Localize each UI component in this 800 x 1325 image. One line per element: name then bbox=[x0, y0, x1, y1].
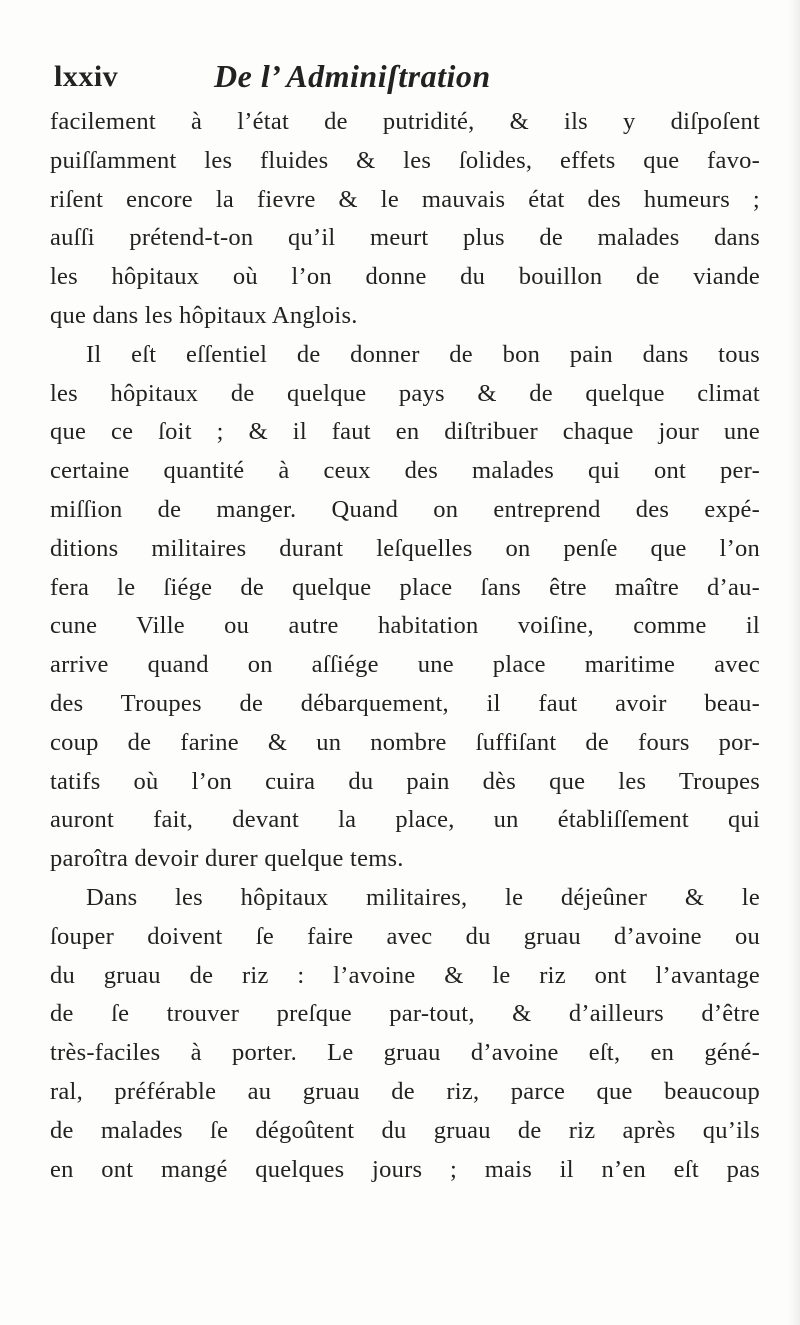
body-text bbox=[50, 103, 760, 1189]
text-line: riſent encore la fievre & le mauvais état des humeurs ; bbox=[50, 185, 760, 213]
text-line: ral, préférable au gruau de riz, parce que beaucoup bbox=[50, 1077, 760, 1105]
text-line: cune Ville ou autre habitation voiſine, comme il bbox=[50, 612, 760, 640]
text-line: des Troupes de débarquement, il faut avoir beau- bbox=[50, 689, 760, 717]
page-edge-shadow bbox=[788, 0, 800, 1325]
text-line: facilement à l’état de putridité, & ils y diſpoſent bbox=[50, 108, 760, 135]
text-line: coup de farine & un nombre ſuffiſant de fours por- bbox=[50, 728, 760, 756]
text-line: paroîtra devoir durer quelque tems. bbox=[50, 845, 404, 873]
text-line: fera le ſiége de quelque place ſans être maître d’au- bbox=[50, 573, 760, 601]
running-title: De l’ Adminiſtration bbox=[214, 58, 491, 94]
text-line: du gruau de riz : l’avoine & le riz ont l’avantage bbox=[50, 961, 760, 989]
text-line: tatifs où l’on cuira du pain dès que les Troupes bbox=[50, 767, 760, 795]
text-line: ſouper doivent ſe faire avec du gruau d’avoine ou bbox=[50, 922, 760, 950]
text-line: de ſe trouver preſque par-tout, & d’ailleurs d’être bbox=[50, 1000, 760, 1028]
text-line: ditions militaires durant leſquelles on penſe que l’on bbox=[50, 534, 760, 562]
text-line: les hôpitaux de quelque pays & de quelque climat bbox=[50, 379, 760, 407]
text-line: très-faciles à porter. Le gruau d’avoine eſt, en géné- bbox=[50, 1039, 760, 1067]
text-line: de malades ſe dégoûtent du gruau de riz après qu’ils bbox=[50, 1116, 760, 1144]
text-line: miſſion de manger. Quand on entreprend des expé- bbox=[50, 495, 760, 523]
text-line: auront fait, devant la place, un établiſſement qui bbox=[50, 806, 760, 834]
paragraph-start-line: Il eſt eſſentiel de donner de bon pain dans tous bbox=[86, 340, 760, 368]
text-line: que ce ſoit ; & il faut en diſtribuer chaque jour une bbox=[50, 418, 760, 446]
text-line: certaine quantité à ceux des malades qui ont per- bbox=[50, 457, 760, 485]
text-line: arrive quand on aſſiége une place maritime avec bbox=[50, 651, 760, 679]
page-number: lxxiv bbox=[54, 60, 119, 93]
text-line: en ont mangé quelques jours ; mais il n’en eſt pas bbox=[50, 1155, 760, 1183]
text-line: auſſi prétend-t-on qu’il meurt plus de malades dans bbox=[50, 224, 760, 252]
text-line: puiſſamment les fluides & les ſolides, effets que favo- bbox=[50, 146, 760, 174]
text-line: que dans les hôpitaux Anglois. bbox=[50, 301, 358, 329]
text-line: les hôpitaux où l’on donne du bouillon de viande bbox=[50, 263, 760, 291]
page-header bbox=[54, 60, 754, 100]
paragraph-start-line: Dans les hôpitaux militaires, le déjeûner & le bbox=[86, 883, 760, 911]
